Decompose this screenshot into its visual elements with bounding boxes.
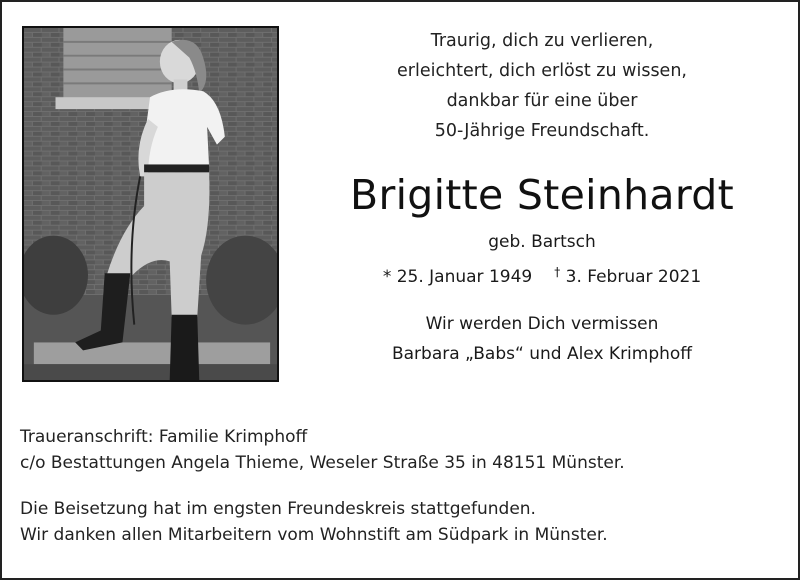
portrait-photo xyxy=(22,26,279,382)
memorial-verse xyxy=(292,26,792,146)
verse-line: dankbar für eine über xyxy=(446,91,638,111)
signers: Barbara „Babs“ und Alex Krimphoff xyxy=(391,344,693,364)
note-line: Die Beisetzung hat im engsten Freundeskreis stattgefunden. xyxy=(20,499,536,519)
deceased-name: Brigitte Steinhardt xyxy=(350,171,734,219)
portrait-photo-image xyxy=(24,28,277,380)
note-line: Wir danken allen Mitarbeitern vom Wohnstift am Südpark in Münster. xyxy=(20,525,608,545)
address-line: c/o Bestattungen Angela Thieme, Weseler Straße 35 in 48151 Münster. xyxy=(20,453,625,473)
verse-line: erleichtert, dich erlöst zu wissen, xyxy=(397,61,687,81)
maiden-name: geb. Bartsch xyxy=(488,232,596,252)
farewell-block xyxy=(292,309,792,369)
address-line: Traueranschrift: Familie Krimphoff xyxy=(20,427,308,447)
notice-footer xyxy=(20,424,780,548)
verse-line: Traurig, dich zu verlieren, xyxy=(430,31,654,51)
life-dates xyxy=(292,260,792,289)
death-cross-icon: † xyxy=(554,265,561,279)
birth-date: * 25. Januar 1949 xyxy=(382,267,533,287)
death-date: 3. Februar 2021 xyxy=(565,267,702,287)
verse-line: 50-Jährige Freundschaft. xyxy=(434,121,650,141)
farewell-text: Wir werden Dich vermissen xyxy=(425,314,659,334)
notice-text-block xyxy=(292,26,792,369)
